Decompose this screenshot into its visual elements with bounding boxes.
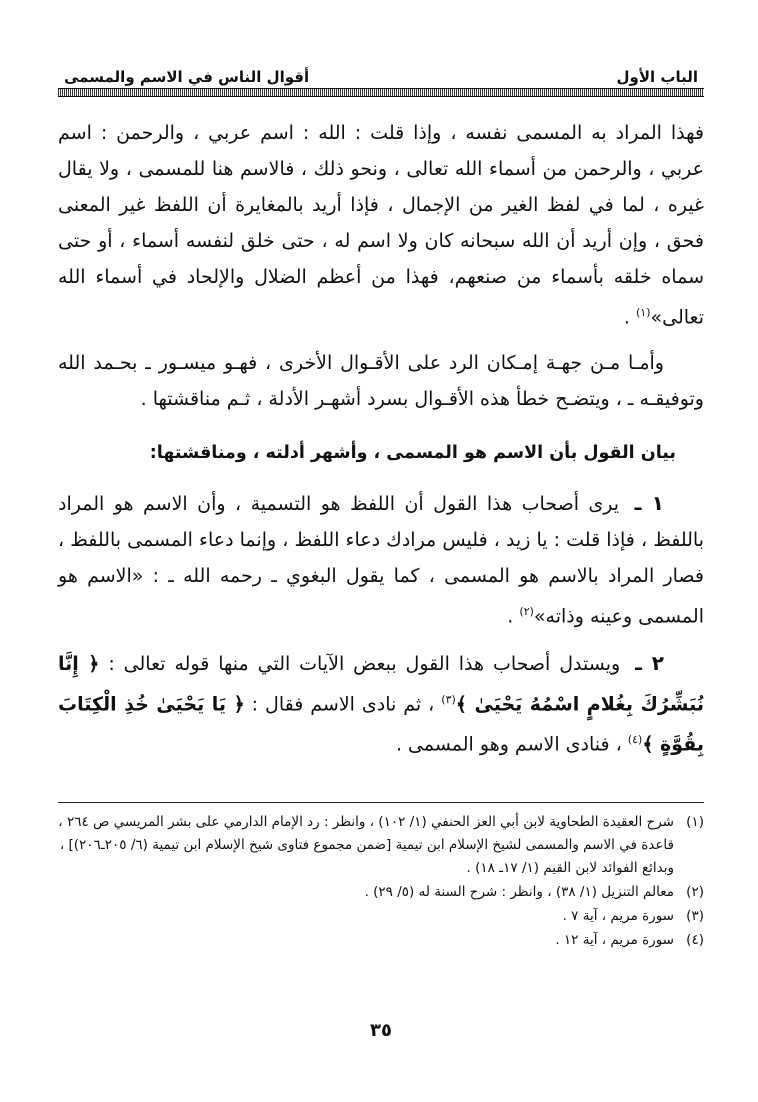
footnote: (٣) سورة مريم ، آية ٧ .: [562, 908, 704, 924]
numbered-item-1: ١ ـ يرى أصحاب هذا القول أن اللفظ هو التسمية ، وأن الاسم هو المراد باللفظ ، فإذا قلت : يا زيد ، فليس مرادك دعاء اللفظ ، وإنما دعاء المسمى باللفظ ، فصار المراد بالاسم هو المسمى ، كما يقول البغوي ـ رحمه الله ـ : «الاسم هو المسمى وعينه وذاته»$^{(٢)}$ .: [58, 491, 704, 628]
footnote-ref-2: (٢): [519, 605, 534, 619]
main-text: [58, 115, 704, 762]
paragraph-2: وأمـا مـن جهـة إمـكان الرد على الأقـوال الأخرى ، فهـو ميسـور ـ بحـمد الله وتوفيقـه ـ ، ويتضـح خطأ هذه الأقـوال بسرد أشهـر الأدلة ، ثـم مناقشتها .: [58, 352, 704, 411]
footnote-ref-3: (٣): [441, 692, 456, 706]
running-header: [58, 60, 704, 86]
footnote: (٤) سورة مريم ، آية ١٢ .: [555, 932, 704, 948]
header-rule: [58, 88, 704, 97]
item-number: ١ ـ: [634, 491, 664, 516]
footnote: (٢) معالم التنزيل (١/ ٣٨) ، وانظر : شرح السنة له (٥/ ٢٩) .: [364, 884, 704, 900]
page-number: ٣٥: [370, 1020, 392, 1041]
section-heading: بيان القول بأن الاسم هو المسمى ، وأشهر أدلته ، ومناقشتها:: [149, 443, 676, 464]
numbered-item-2: ٢ ـ ويستدل أصحاب هذا القول ببعض الآيات التي منها قوله تعالى : ﴿ إِنَّا نُبَشِّرُكَ بِغُلامٍ اسْمُهُ يَحْيَىٰ ﴾$^{(٣)}$ ، ثم نادى الاسم فقال : ﴿ يَا يَحْيَىٰ خُذِ الْكِتَابَ بِقُوَّةٍ ﴾$^{(٤)}$ ، فنادى الاسم وهو المسمى .: [58, 650, 705, 756]
paragraph-1: فهذا المراد به المسمى نفسه ، وإذا قلت : الله : اسم عربي ، والرحمن : اسم عربي ، والرحمن من أسماء الله تعالى ، ونحو ذلك ، فالاسم هنا للمسمى ، ولا يقال غيره ، لما في لفظ الغير من الإجمال ، فإذا أريد بالمغايرة أن اللفظ غير المعنى فحق ، وإن أريد أن الله سبحانه كان ولا اسم له ، حتى خلق لنفسه أسماء ، أو حتى سماه خلقه بأسماء من صنعهم، فهذا من أعظم الضلال والإلحاد في أسماء الله تعالى»$^{(١)}$ .: [58, 122, 704, 329]
quran-verse-1: ﴿ إِنَّا نُبَشِّرُكَ بِغُلامٍ اسْمُهُ يَحْيَىٰ ﴾: [58, 652, 705, 715]
footnotes: [58, 802, 704, 953]
chapter-title: الباب الأول: [616, 68, 698, 86]
footnote: (١) شرح العقيدة الطحاوية لابن أبي العز الحنفي (١/ ١٠٢) ، وانظر : رد الإمام الدارمي على بشر المريسي ص ٢٦٤ ، قاعدة في الاسم والمسمى لشيخ الإسلام ابن تيمية [ضمن مجموع فتاوى شيخ الإسلام ابن تيمية (٦/ ٢٠٥ـ٢٠٦)] ، وبدائع الفوائد لابن القيم (١/ ١٧ـ ١٨) .: [58, 814, 704, 876]
section-title: أقوال الناس في الاسم والمسمى: [64, 68, 310, 86]
quran-verse-2: ﴿ يَا يَحْيَىٰ خُذِ الْكِتَابَ بِقُوَّةٍ ﴾: [58, 692, 704, 756]
item-number: ٢ ـ: [635, 650, 664, 675]
book-page: [58, 60, 704, 1070]
footnote-ref-4: (٤): [627, 732, 643, 746]
footnote-ref-1: (١): [635, 306, 651, 319]
